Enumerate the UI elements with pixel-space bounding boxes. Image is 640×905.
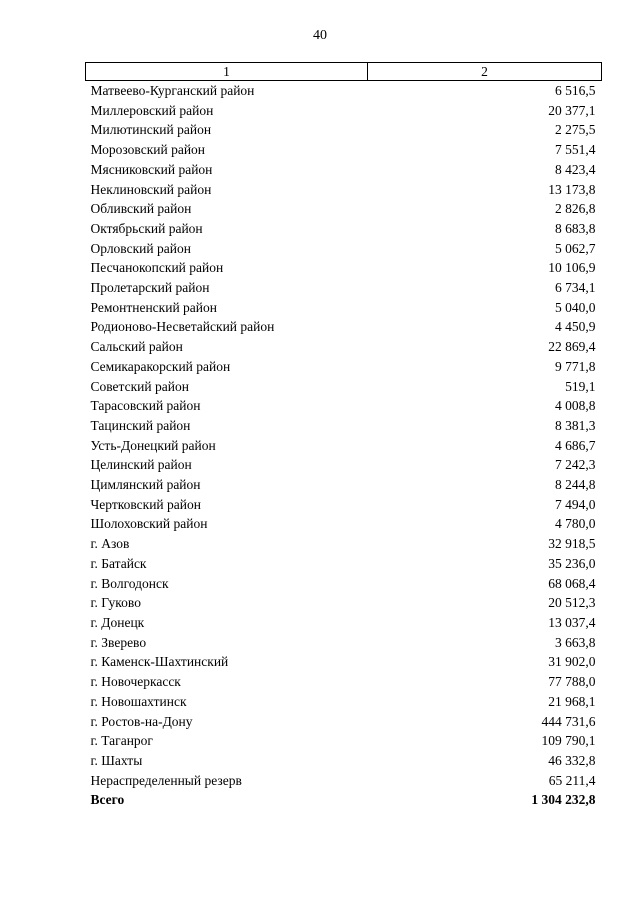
row-value: 8 381,3 [555,417,596,433]
row-name: г. Каменск-Шахтинский [90,654,229,670]
table-row [86,120,602,140]
row-value: 35 236,0 [548,555,596,571]
row-value: 20 512,3 [548,595,596,611]
row-name: Советский район [90,378,189,394]
row-value: 8 683,8 [555,220,596,236]
row-name: г. Шахты [90,752,143,768]
column-header-2: 2 [368,63,602,81]
table-row [86,613,602,633]
row-value: 68 068,4 [548,575,596,591]
table-row [86,455,602,475]
row-value: 4 686,7 [555,437,596,453]
row-value: 6 734,1 [555,280,596,296]
row-name: Песчанокопский район [90,260,224,276]
table-row [86,652,602,672]
row-name: Обливский район [90,201,192,217]
table-row [86,495,602,515]
table-row [86,534,602,554]
row-name: Шолоховский район [90,516,208,532]
row-name: г. Ростов-на-Дону [90,713,193,729]
row-name: Родионово-Несветайский район [90,319,275,335]
table-row [86,554,602,574]
table-row [86,337,602,357]
table-row [86,633,602,653]
table-row [86,199,602,219]
row-name: Целинский район [90,457,192,473]
table-row [86,771,602,791]
row-name: Неклиновский район [90,181,212,197]
row-value: 109 790,1 [541,733,596,749]
row-name: Милютинский район [90,122,212,138]
row-value: 32 918,5 [548,536,596,552]
row-name: г. Новошахтинск [90,693,187,709]
row-value: 5 062,7 [555,240,596,256]
table-row [86,357,602,377]
row-name: Тацинский район [90,417,191,433]
row-value: 20 377,1 [548,102,596,118]
table-row [86,101,602,121]
table-row [86,416,602,436]
row-name: г. Азов [90,536,130,552]
table-row [86,475,602,495]
table-row [86,712,602,732]
row-name: г. Гуково [90,595,141,611]
row-name: г. Батайск [90,555,147,571]
table-row [86,514,602,534]
row-value: 4 780,0 [555,516,596,532]
page-number: 40 [313,28,327,43]
row-value: 8 423,4 [555,161,596,177]
row-value: 6 516,5 [555,83,596,98]
row-name: Чертковский район [90,496,201,512]
table-row [86,278,602,298]
table-row [86,81,602,101]
table-row [86,160,602,180]
table-body [86,81,602,811]
total-row [86,790,602,810]
row-value: 7 551,4 [555,142,596,158]
row-value: 2 826,8 [555,201,596,217]
row-name: Морозовский район [90,142,206,158]
row-name: Орловский район [90,240,191,256]
table-row [86,672,602,692]
row-value: 21 968,1 [548,693,596,709]
row-value: 444 731,6 [541,713,596,729]
row-name: г. Волгодонск [90,575,169,591]
row-value: 13 173,8 [548,181,596,197]
row-name: Цимлянский район [90,477,201,493]
table-row [86,731,602,751]
row-value: 4 450,9 [555,319,596,335]
row-value: 31 902,0 [548,654,596,670]
table-row [86,219,602,239]
row-value: 13 037,4 [548,614,596,630]
row-name: г. Таганрог [90,733,153,749]
total-value: 1 304 232,8 [531,792,596,808]
table-row [86,140,602,160]
row-name: Усть-Донецкий район [90,437,216,453]
table-row [86,396,602,416]
table-row [86,239,602,259]
row-name: г. Донецк [90,614,145,630]
row-name: Мясниковский район [90,161,213,177]
table-row [86,298,602,318]
row-name: Пролетарский район [90,280,210,296]
row-value: 3 663,8 [555,634,596,650]
row-value: 22 869,4 [548,339,596,355]
row-value: 10 106,9 [548,260,596,276]
row-name: Матвеево-Курганский район [90,83,255,98]
row-value: 519,1 [565,378,596,394]
row-value: 8 244,8 [555,477,596,493]
row-name: Миллеровский район [90,102,214,118]
table-row [86,317,602,337]
table-row [86,377,602,397]
table-row [86,436,602,456]
row-value: 7 494,0 [555,496,596,512]
row-name: Октябрьский район [90,220,203,236]
row-name: г. Новочеркасск [90,674,181,690]
table-row [86,593,602,613]
row-name: Сальский район [90,339,183,355]
table-row [86,180,602,200]
row-value: 5 040,0 [555,299,596,315]
total-label: Всего [90,792,125,808]
row-name: Нераспределенный резерв [90,772,242,788]
row-value: 7 242,3 [555,457,596,473]
row-value: 4 008,8 [555,398,596,414]
table-row [86,751,602,771]
table-row [86,574,602,594]
row-value: 77 788,0 [548,674,596,690]
row-value: 65 211,4 [548,772,596,788]
column-header-1: 1 [86,63,368,81]
row-name: г. Зверево [90,634,147,650]
table-row [86,692,602,712]
row-name: Тарасовский район [90,398,201,414]
allocation-table [85,62,602,810]
row-name: Семикаракорский район [90,358,231,374]
table-row [86,258,602,278]
row-value: 9 771,8 [555,358,596,374]
row-name: Ремонтненский район [90,299,217,315]
row-value: 2 275,5 [555,122,596,138]
table-header-row [86,63,602,81]
row-value: 46 332,8 [548,752,596,768]
